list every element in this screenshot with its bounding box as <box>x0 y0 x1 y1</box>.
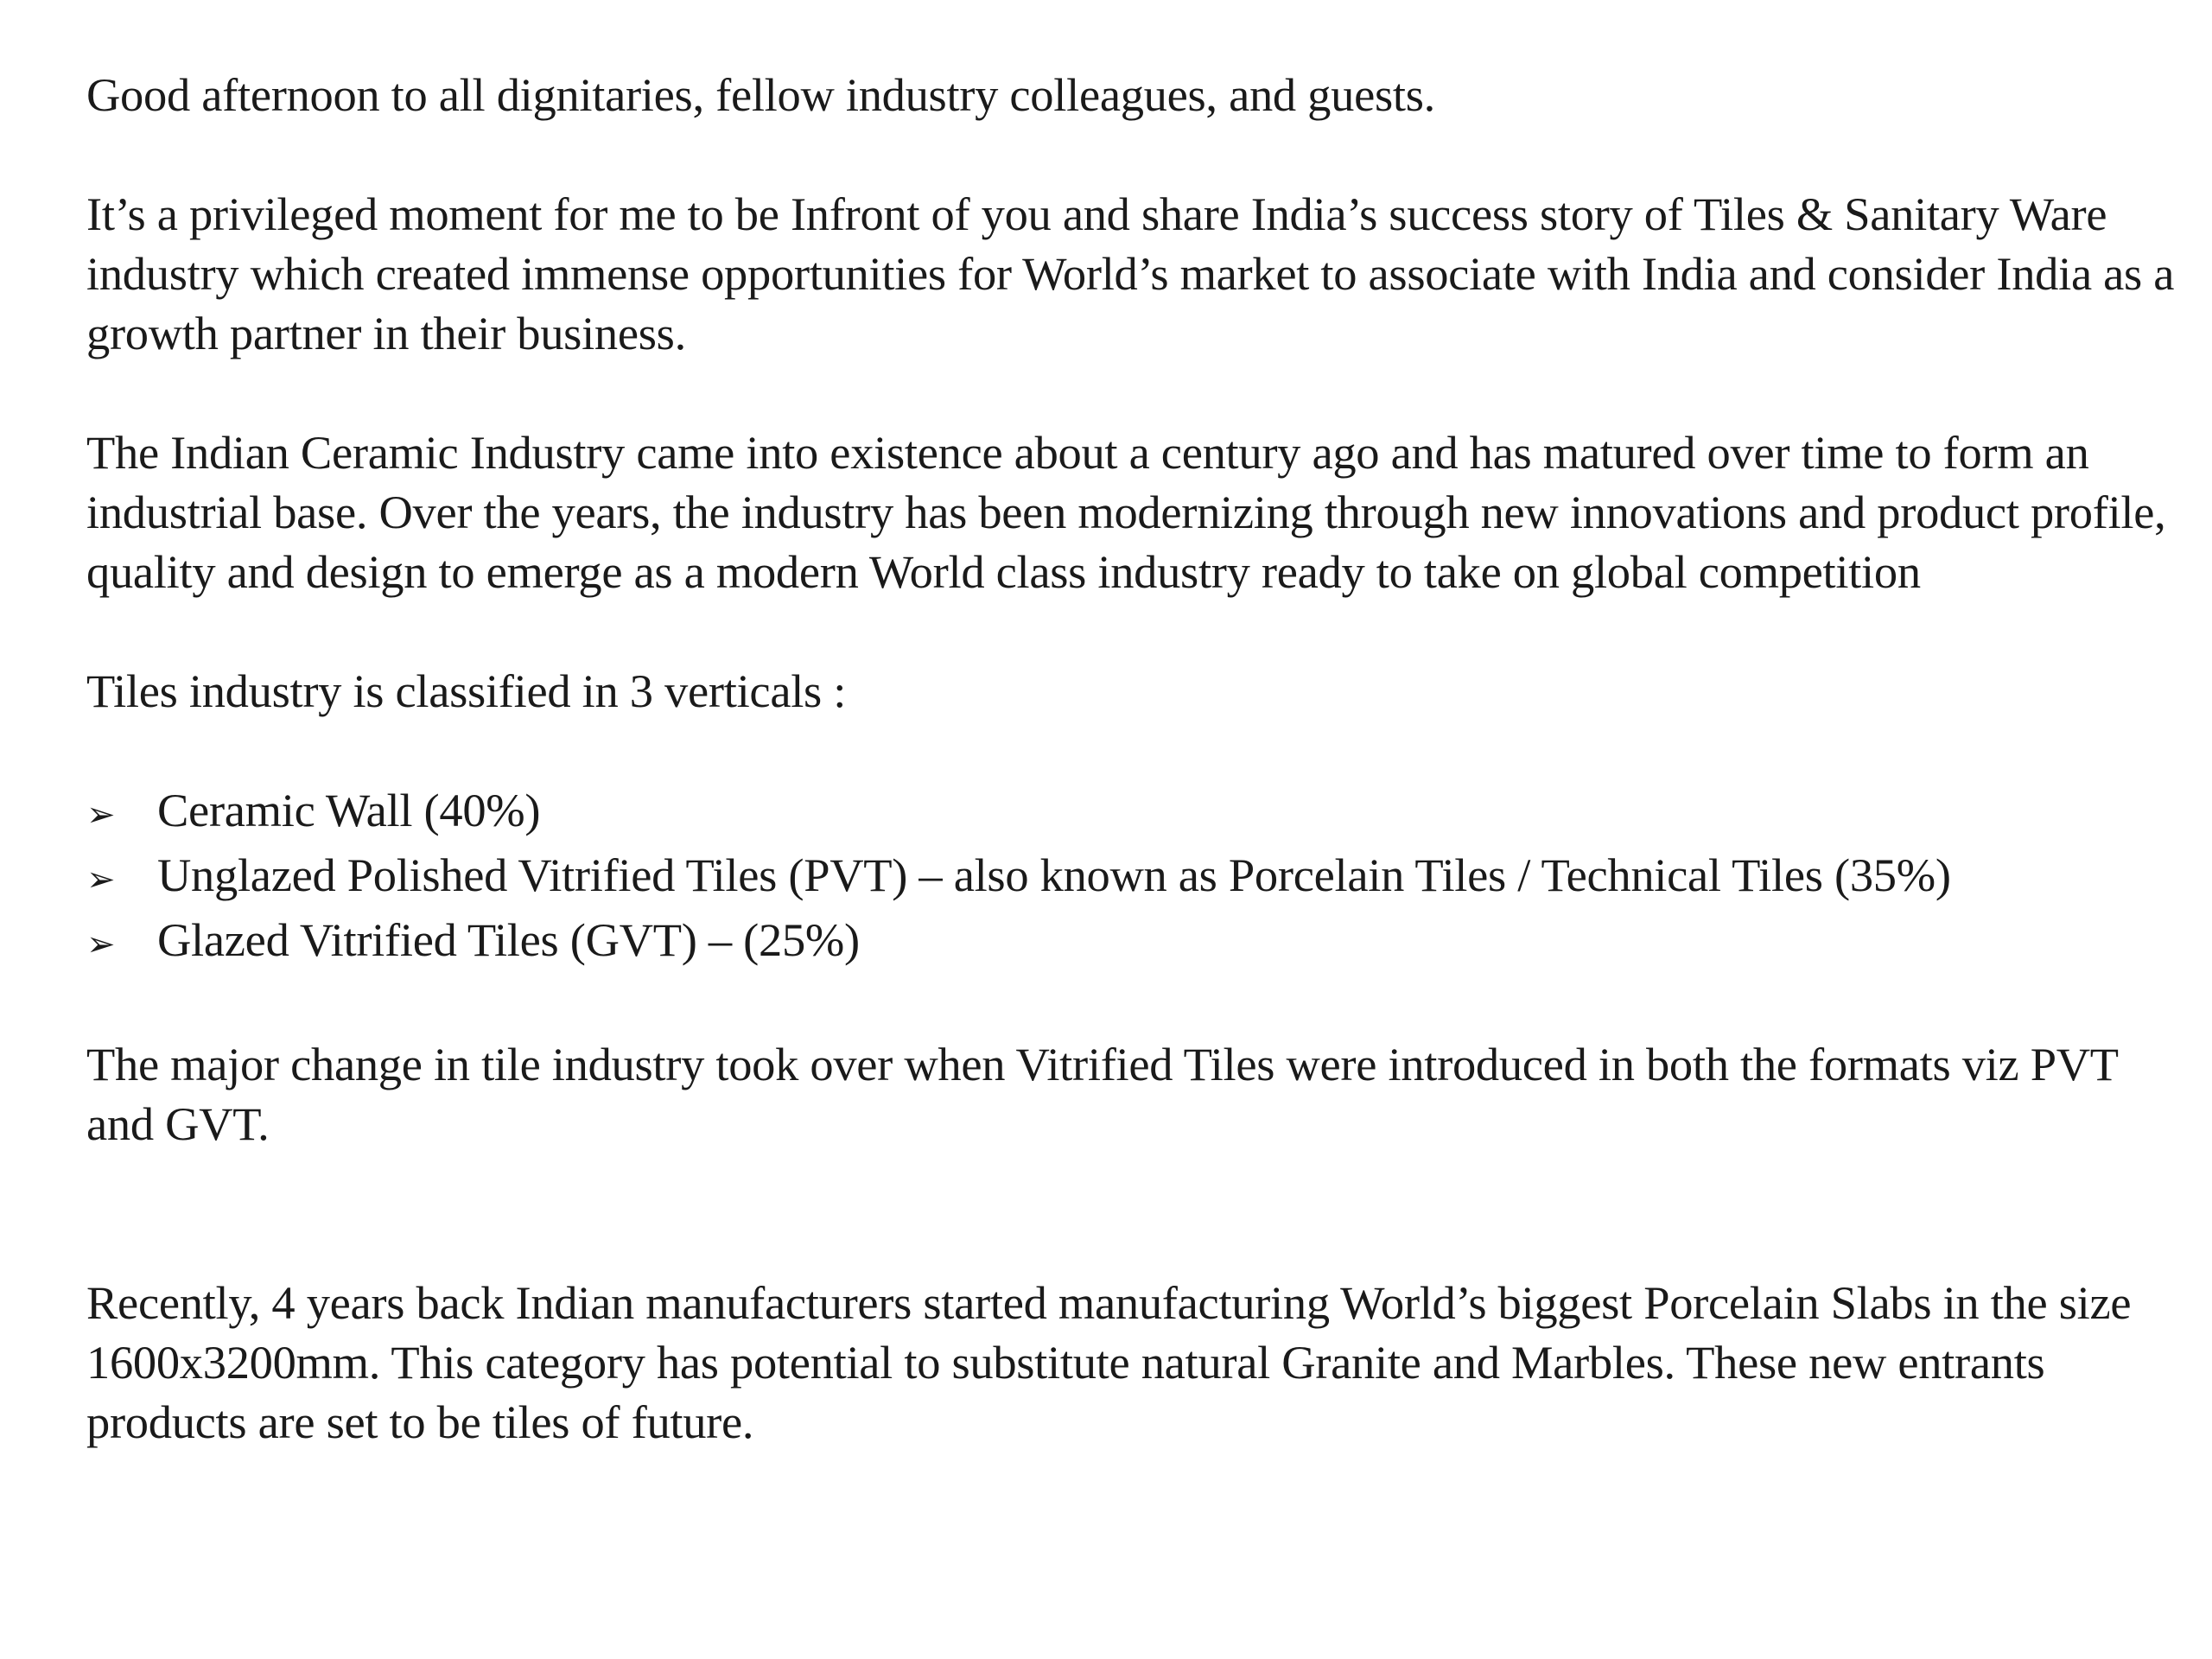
list-item-text: Unglazed Polished Vitrified Tiles (PVT) – also known as Porcelain Tiles / Technical Tiles (35%) <box>157 849 1951 901</box>
list-item-text: Ceramic Wall (40%) <box>157 784 541 836</box>
list-item <box>86 845 2177 910</box>
speech-document <box>86 65 2177 1452</box>
greeting-paragraph: Good afternoon to all dignitaries, fellow industry colleagues, and guests. <box>86 68 1435 121</box>
arrow-bullet-icon: ➢ <box>86 925 116 964</box>
arrow-bullet-icon: ➢ <box>86 795 116 835</box>
arrow-bullet-icon: ➢ <box>86 860 116 899</box>
recent-paragraph: Recently, 4 years back Indian manufacturers started manufacturing World’s biggest Porcelain Slabs in the size 1600x3200mm. This category has potential to substitute natural Granite and Marbles. These new entrants products are set to be tiles of future. <box>86 1276 2132 1448</box>
list-item <box>86 910 2177 975</box>
list-item <box>86 780 2177 845</box>
major-change-paragraph: The major change in tile industry took over when Vitrified Tiles were introduced in both the formats viz PVT and GVT. <box>86 1038 2118 1150</box>
history-paragraph: The Indian Ceramic Industry came into existence about a century ago and has matured over time to form an industrial base. Over the years, the industry has been modernizing through new innovations and product profile, quality and design to emerge as a modern World class industry ready to take on global competition <box>86 426 2166 598</box>
verticals-list <box>86 780 2177 975</box>
intro-paragraph: It’s a privileged moment for me to be Infront of you and share India’s success story of Tiles & Sanitary Ware industry which created immense opportunities for World’s market to associate with India and consider India as a growth partner in their business. <box>86 188 2175 359</box>
verticals-heading: Tiles industry is classified in 3 verticals : <box>86 664 847 717</box>
list-item-text: Glazed Vitrified Tiles (GVT) – (25%) <box>157 913 860 966</box>
